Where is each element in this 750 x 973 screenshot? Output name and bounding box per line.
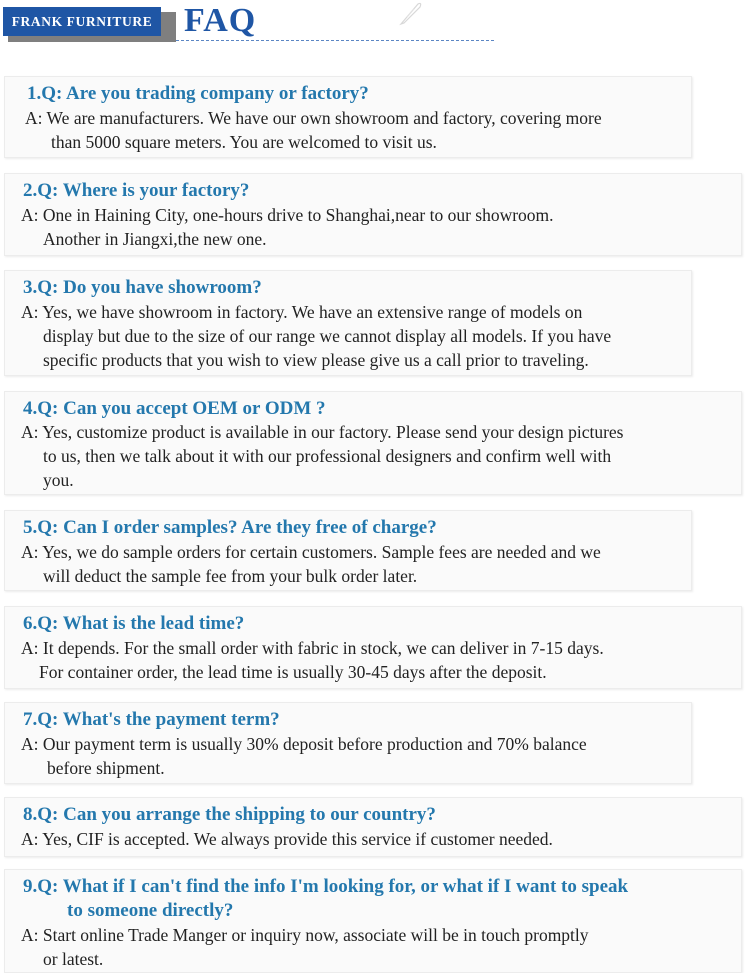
- answer-line: Another in Jiangxi,the new one.: [43, 229, 267, 249]
- faq-answer: [21, 827, 733, 851]
- faq-question: [23, 875, 733, 923]
- faq-answer: [21, 540, 683, 588]
- answer-line: to us, then we talk about it with our professional designers and confirm well with: [43, 446, 612, 466]
- faq-question: 5.Q: Can I order samples? Are they free of charge?: [23, 517, 437, 538]
- faq-question: 4.Q: Can you accept OEM or ODM ?: [23, 398, 326, 419]
- faq-question: 1.Q: Are you trading company or factory?: [27, 83, 369, 104]
- answer-line: before shipment.: [47, 758, 165, 778]
- faq-answer: [21, 636, 733, 684]
- answer-line: specific products that you wish to view please give us a call prior to traveling.: [43, 350, 589, 370]
- answer-line: than 5000 square meters. You are welcomed to visit us.: [51, 132, 437, 152]
- answer-line: A: Yes, we have showroom in factory. We have an extensive range of models on: [21, 302, 583, 322]
- faq-item-1: [4, 76, 692, 158]
- faq-answer: [21, 203, 733, 251]
- faq-item-9: [4, 869, 742, 973]
- answer-line: A: We are manufacturers. We have our own showroom and factory, covering more: [25, 108, 602, 128]
- answer-line: A: Start online Trade Manger or inquiry now, associate will be in touch promptly: [21, 925, 589, 945]
- answer-line: A: Our payment term is usually 30% deposit before production and 70% balance: [21, 734, 587, 754]
- brand-logo: FRANK FURNITURE: [3, 7, 161, 36]
- faq-item-6: [4, 606, 742, 689]
- faq-answer: [21, 923, 733, 971]
- faq-question: 2.Q: Where is your factory?: [23, 180, 250, 201]
- faq-question: 6.Q: What is the lead time?: [23, 613, 245, 634]
- faq-question: 3.Q: Do you have showroom?: [23, 277, 262, 298]
- faq-question: 8.Q: Can you arrange the shipping to our country?: [23, 804, 436, 825]
- answer-line: you.: [43, 470, 74, 490]
- faq-answer: [21, 300, 683, 372]
- answer-line: A: Yes, we do sample orders for certain customers. Sample fees are needed and we: [21, 542, 601, 562]
- faq-item-2: [4, 173, 742, 256]
- answer-line: A: It depends. For the small order with fabric in stock, we can deliver in 7-15 days.: [21, 638, 604, 658]
- faq-item-7: [4, 702, 692, 784]
- answer-line: will deduct the sample fee from your bulk order later.: [43, 566, 418, 586]
- answer-line: or latest.: [43, 949, 104, 969]
- faq-item-3: [4, 270, 692, 376]
- answer-line: A: One in Haining City, one-hours drive to Shanghai,near to our showroom.: [21, 205, 554, 225]
- answer-line: A: Yes, CIF is accepted. We always provide this service if customer needed.: [21, 829, 553, 849]
- faq-answer: [25, 106, 683, 154]
- faq-question: 7.Q: What's the payment term?: [23, 709, 280, 730]
- faq-item-5: [4, 510, 692, 591]
- faq-answer: [21, 420, 733, 492]
- page-title: FAQ: [184, 2, 257, 39]
- question-line: 9.Q: What if I can't find the info I'm looking for, or what if I want to speak: [23, 876, 629, 897]
- faq-answer: [21, 732, 683, 780]
- faq-item-8: [4, 797, 742, 857]
- answer-line: A: Yes, customize product is available in our factory. Please send your design pictures: [21, 422, 624, 442]
- faq-item-4: [4, 391, 742, 495]
- question-line: to someone directly?: [67, 900, 234, 921]
- answer-line: For container order, the lead time is usually 30-45 days after the deposit.: [39, 662, 547, 682]
- answer-line: display but due to the size of our range we cannot display all models. If you have: [43, 326, 612, 346]
